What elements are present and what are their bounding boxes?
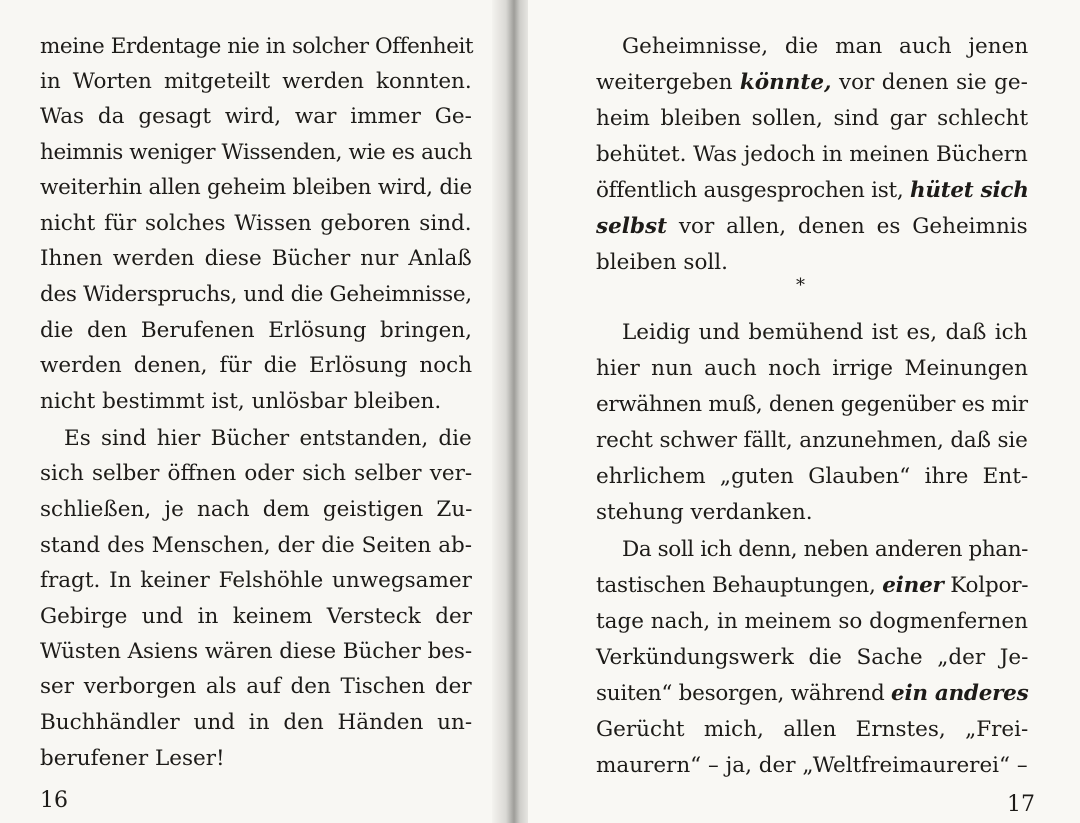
right-line-11: recht schwer fällt, anzunehmen, daß sie	[596, 428, 1028, 453]
right-line-20: maurern“ – ja, der „Weltfreimaurerei“ –	[596, 753, 1028, 778]
left-line-19: ser verborgen als auf den Tischen der	[40, 674, 472, 699]
left-line-9: die den Berufenen Erlösung bringen,	[40, 318, 472, 343]
left-line-21: berufener Leser!	[40, 746, 225, 771]
right-line-1: Geheimnisse, die man auch jenen	[622, 34, 1029, 59]
left-line-13: sich selber öffnen oder sich selber ver-	[40, 461, 473, 486]
left-line-2: in Worten mitgeteilt werden konnten.	[40, 69, 472, 94]
right-line-8: Leidig und bemühend ist es, daß ich	[622, 320, 1028, 345]
right-line-5: öffentlich ausgesprochen ist, hütet sich	[596, 178, 1029, 203]
right-line-19: Gerücht mich, allen Ernstes, „Frei-	[596, 717, 1029, 742]
left-line-4: heimnis weniger Wissenden, wie es auch	[40, 140, 473, 165]
right-line-15: tastischen Behauptungen, einer Kolpor-	[596, 573, 1029, 598]
left-line-16: fragt. In keiner Felshöhle unwegsamer	[40, 568, 472, 593]
right-line-14: Da soll ich denn, neben anderen phan-	[622, 537, 1029, 562]
left-line-1: meine Erdentage nie in solcher Offenheit	[40, 34, 474, 59]
left-line-11: nicht bestimmt ist, unlösbar bleiben.	[40, 389, 442, 414]
right-line-17: Verkündungswerk die Sache „der Je-	[596, 645, 1029, 670]
right-line-16: tage nach, in meinem so dogmenfernen	[596, 609, 1028, 634]
page-number-right: 17	[1007, 792, 1035, 817]
right-line-9: hier nun auch noch irrige Meinungen	[596, 356, 1028, 381]
right-line-3: heim bleiben sollen, sind gar schlecht	[596, 106, 1029, 131]
left-line-17: Gebirge und in keinem Versteck der	[40, 604, 473, 629]
right-line-10: erwähnen muß, denen gegenüber es mir	[596, 392, 1028, 417]
right-line-4: behütet. Was jedoch in meinen Büchern	[596, 142, 1028, 167]
right-line-7: bleiben soll.	[596, 250, 728, 275]
page-number-left: 16	[40, 788, 68, 813]
left-line-7: Ihnen werden diese Bücher nur Anlaß	[40, 246, 472, 271]
right-line-6: selbst vor allen, denen es Geheimnis	[596, 214, 1028, 239]
left-line-10: werden denen, für die Erlösung noch	[40, 353, 473, 378]
left-line-18: Wüsten Asiens wären diese Bücher bes-	[40, 639, 473, 664]
right-line-12: ehrlichem „guten Glauben“ ihre Ent-	[596, 464, 1029, 489]
left-line-5: weiterhin allen geheim bleiben wird, die	[40, 175, 472, 200]
left-line-14: schließen, je nach dem geistigen Zu-	[40, 497, 473, 522]
left-line-20: Buchhändler und in den Händen un-	[40, 710, 473, 735]
left-line-15: stand des Menschen, der die Seiten ab-	[40, 533, 473, 558]
left-line-6: nicht für solches Wissen geboren sind.	[40, 211, 472, 236]
right-page	[528, 0, 1080, 823]
left-line-12: Es sind hier Bücher entstanden, die	[64, 426, 472, 451]
left-line-3: Was da gesagt wird, war immer Ge-	[40, 104, 472, 129]
section-separator-star: *	[796, 275, 805, 296]
right-line-18: suiten“ besorgen, während ein anderes	[596, 681, 1029, 706]
right-line-2: weitergeben könnte, vor denen sie ge-	[596, 70, 1028, 95]
book-gutter	[492, 0, 532, 823]
left-page	[0, 0, 500, 823]
left-line-8: des Widerspruchs, und die Geheimnisse,	[40, 282, 472, 307]
right-line-13: stehung verdanken.	[596, 500, 813, 525]
